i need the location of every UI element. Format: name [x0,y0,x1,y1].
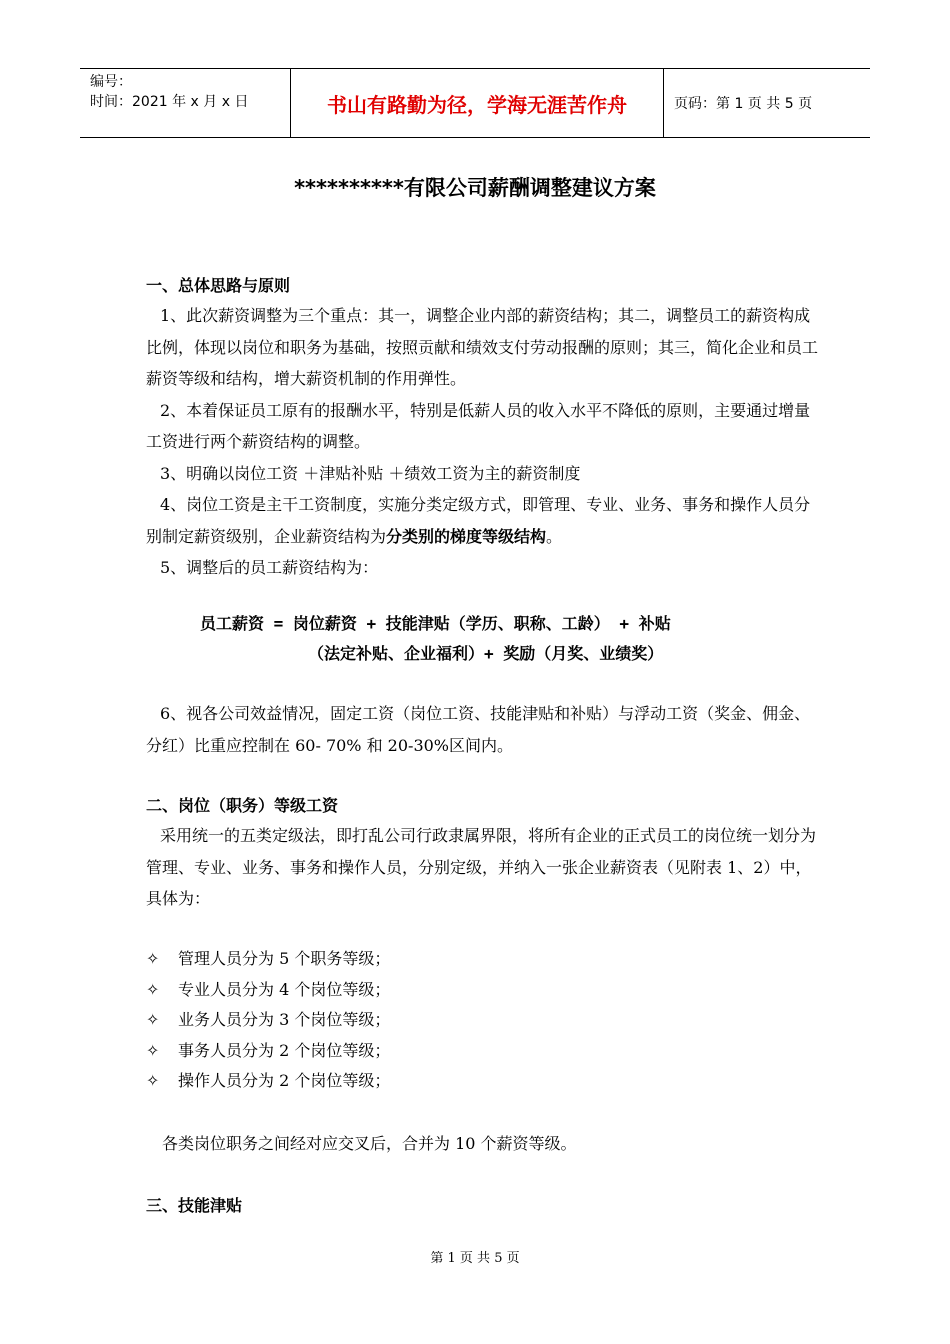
header-meta [80,69,290,137]
section-1-paragraph-1: 1、此次薪资调整为三个重点：其一，调整企业内部的薪资结构；其二，调整员工的薪资构成比例，体现以岗位和职务为基础，按照贡献和绩效支付劳动报酬的原则；其三，简化企业和员工薪资等级和结构，增大薪资机制的作用弹性。 [146,306,819,388]
formula-line-2: （法定补贴、企业福利）+ 奖励（月奖、业绩奖） [308,644,664,663]
paragraph-4-end: 。 [546,526,563,546]
formula-line-1: 员工薪资 = 岗位薪资 + 技能津贴（学历、职称、工龄） + 补贴 [200,614,671,633]
section-1-paragraph-6-block [146,698,818,761]
list-item-text: 管理人员分为 5 个职务等级； [178,949,391,968]
time-label: 时间：2021 年 x 月 x 日 [90,94,249,110]
list-item-text: 事务人员分为 2 个岗位等级； [178,1040,391,1060]
section-1-paragraph-6: 6、视各公司效益情况，固定工资（岗位工资、技能津贴和补贴）与浮动工资（奖金、佣金、分红）比重应控制在 60- 70% 和 20-30%区间内。 [146,704,811,755]
section-1 [146,272,818,584]
number-label: 编号： [90,74,132,90]
list-item-text: 操作人员分为 2 个岗位等级； [178,1071,391,1090]
page-footer: 第 1 页 共 5 页 [430,1251,520,1266]
list-item-text: 业务人员分为 3 个岗位等级； [178,1010,391,1029]
header-page-info: 页码：第 1 页 共 5 页 [674,96,813,112]
paragraph-4-text: 4、岗位工资是主干工资制度，实施分类定级方式，即管理、专业、业务、事务和操作人员分别制定薪资级别，企业薪资结构为 [146,495,811,546]
section-1-heading: 一、总体思路与原则 [146,276,291,295]
diamond-bullet-icon: ✧ [146,1071,160,1090]
list-item [146,1036,746,1067]
section-1-paragraph-2: 2、本着保证员工原有的报酬水平，特别是低薪人员的收入水平不降低的原则，主要通过增量工资进行两个薪资结构的调整。 [146,400,811,451]
header-motto: 书山有路勤为径，学海无涯苦作舟 [290,69,664,137]
position-level-list [146,944,746,1097]
section-3-heading: 三、技能津贴 [146,1196,243,1215]
diamond-bullet-icon: ✧ [146,979,160,999]
header-table [80,68,870,138]
list-item [146,1005,746,1036]
list-item [146,975,746,1006]
document-title: **********有限公司薪酬调整建议方案 [294,176,656,200]
list-item [146,944,746,975]
list-item [146,1066,746,1097]
section-1-paragraph-4 [146,489,818,552]
section-2-summary-block [162,1128,834,1160]
section-3 [146,1192,818,1220]
salary-formula [200,609,760,669]
list-item-text: 专业人员分为 4 个岗位等级； [178,979,391,999]
diamond-bullet-icon: ✧ [146,1010,160,1029]
section-1-paragraph-5: 5、调整后的员工薪资结构为： [160,558,379,577]
section-2-heading: 二、岗位（职务）等级工资 [146,796,339,815]
section-1-paragraph-3: 3、明确以岗位工资 ＋津贴补贴 ＋绩效工资为主的薪资制度 [160,463,581,483]
section-2-summary: 各类岗位职务之间经对应交叉后，合并为 10 个薪资等级。 [162,1134,577,1153]
section-2 [146,792,818,915]
paragraph-4-emphasis: 分类别的梯度等级结构 [386,526,547,546]
diamond-bullet-icon: ✧ [146,1040,160,1060]
diamond-bullet-icon: ✧ [146,949,160,968]
section-2-paragraph-1: 采用统一的五类定级法，即打乱公司行政隶属界限，将所有企业的正式员工的岗位统一划分为管理、专业、业务、事务和操作人员，分别定级，并纳入一张企业薪资表（见附表 1、2）中，具体为： [146,826,817,908]
